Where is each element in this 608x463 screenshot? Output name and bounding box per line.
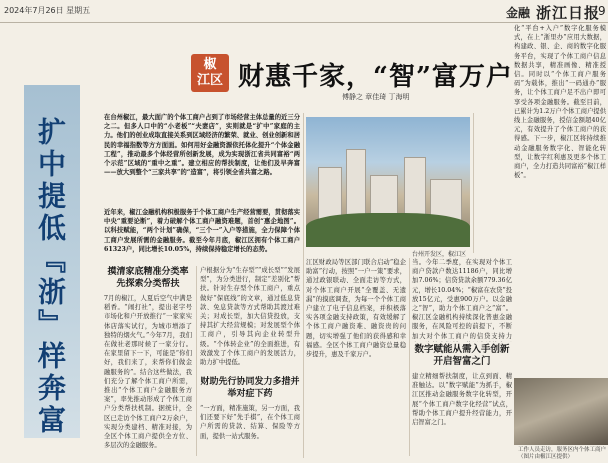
section-name: 金融 — [506, 6, 531, 20]
vertical-banner — [24, 85, 80, 438]
column-divider — [196, 266, 197, 456]
headline: 财惠千家，“智”富万户 — [238, 62, 513, 92]
byline: 傅静之 章佳琦 丁海明 — [342, 93, 410, 101]
district-badge — [191, 54, 229, 92]
subheading-1: 摸清家底精准分类率先探索分类帮扶 — [107, 267, 189, 289]
subheading-2: 财助先行协同发力多措并举对症下药 — [200, 377, 300, 399]
subheading-3: 数字赋能从需入手创新开启智富之门 — [414, 344, 510, 367]
newspaper-name: 浙江日报 — [536, 4, 601, 22]
column-divider — [409, 258, 410, 456]
column-1-text: 7月的椒江，人夏后空气中满是稻香。“闹打社”，提出老字号市场化和户开放推行“一家家实体店落实试行，为城市增添了独特的烟火气。”今年7月，我们在做社老那时候了一家分行。在家里留下一下，可能是“你们好，我们来了，来帮你们做金融服务的”。结合这些做法，我们充分了解个体工商户所需，推出“个体工商户金融服务方案”，率先推动形成了个体工商户分类帮扶机制。据统计，全区已走访个体工商户2万余户，实现分类建档、精准对接，为全区个体工商户提供全方位、多层次的金融服务。 — [104, 295, 192, 450]
column-4-text: 当。今年二季度，在实现对个体工商户贷款户数达11186户，同比增加7.06%；信贷贷款余额779.36亿元，增长10.04%；“椒富在农贷”投放15亿元，受惠900万户。以金融之“智”，助力个体工商户之“富”。椒江区金融机构持续深化普惠金融服务，在风险可控的前提下，不断加大对个体工商户的信贷支持力 — [412, 259, 512, 340]
visit-photo-caption: 工作人员走访，服务区内个体工商户（图片由椒江区提供） — [518, 447, 607, 460]
column-2-text: 户根据分为“生存型”“成长型”“发展型”，为分类进行，制定“差别化”帮扶。针对生存型个体工商户，重点做好“保底线”的文章，通过低息贷款、免息贷款等方式帮助其渡过难关；对成长型，加大信贷投放，支持其扩大经营规模；对发展型个体工商户，引导其向企业转型升级。“个体转企业”的全面推进，有效激发了个体工商户的发展活力，助力扩中提低。 — [200, 267, 300, 367]
column-2b-text: “一方面，精准施策，另一方面，我们还要下好“先手棋”，在个体工商户所需的贷款、结算、保险等方面，提供一站式服务。 — [200, 405, 300, 440]
visit-photo — [514, 378, 608, 445]
tree-line — [306, 213, 470, 247]
issue-date: 2024年7月26日 星期五 — [4, 6, 91, 15]
column-4b-text: 建立精细帮扶制度，让点到面、精准触达。以“数字赋能”为抓手，椒江区推动金融服务数字化转型，开展“个体工商户数字化经营”试点，帮助个体工商户提升经营能力，开启智富之门。 — [412, 373, 512, 427]
column-divider — [303, 113, 304, 458]
badge-line-1: 椒 — [203, 57, 217, 72]
photo-caption: 台州开发区，椒江区 — [412, 251, 467, 258]
lead-paragraph-2: 近年来，椒江金融机构积极服务于个体工商户生产经营需要，贯彻落实中央“重要论断”，着力破解个体工商户融资难题，首创“惠企地图”。以科技赋能，“两个计划”确保，“三个一”入户等措施，全力保障个体工商户发展所需的金融服务。截至今年月底，椒江区拥有个体工商户61323户，同比增长10.05%，持续保持稳定增长的态势。 — [104, 209, 300, 253]
page-number: 9 — [598, 4, 606, 18]
column-5-text: 化“平台+入户”数字化服务模式，在上“浙里办”应用大数据，构建政、银、企、商的数字化服务平台，实现了个体工商户信息数据共享，精准画像、精准授信。同时以“个体工商户服务码”为载体，推出“一码通办”服务，让个体工商户足不出户即可享受各项金融服务。截至目前，已累计为1.2万户个体工商户提供线上金融服务，授信金额超40亿元，有效提升了个体工商户的获得感。下一步，椒江区将持续推动金融服务数字化、智能化转型，让数字红利惠及更多个体工商户，全力打造共同富裕“椒江样板”。 — [514, 25, 606, 180]
column-divider — [473, 113, 474, 253]
column-3-text: 江区财政局等区部门联合启动“稳企助富”行动，按照“一户一策”要求，通过政银联动、全面走访等方式，对个体工商户开展“全覆盖、无遗漏”的摸底调查，为每一个个体工商户建立了电子信息档案，并积极落实各项金融支持政策，有效缓解了个体工商户融资难、融资贵的问题，切实增强了他们的获得感和幸福感。全区个体工商户融资总量稳步提升，惠及千家万户。 — [306, 259, 406, 359]
city-photo — [306, 117, 470, 247]
badge-line-2: 江区 — [196, 73, 223, 88]
banner-title: 扩中提低『浙』样奔富 — [34, 117, 67, 437]
lead-paragraph-1: 在台州椒江，最大面广的个体工商户占到了市场经营主体总量的近三分之二。但多人口中的“小老板”“夫妻店”，实则就是“扩中”家庭的主力。他们的创业成取直接关系到区域经济的繁荣、就业、创业创新和居民的幸福指数等方方面面。如何用好金融资源依托体化提升“个体金融工程”，推动最多个体经营所创新发展，成为实现浙江省共同富裕“两个示范”区域的“重中之重”。建立相应的帮扶制度，让他们及早奔富——放大到整个“三家共享”的“造富”，将引领全省共富之路。 — [104, 114, 300, 177]
